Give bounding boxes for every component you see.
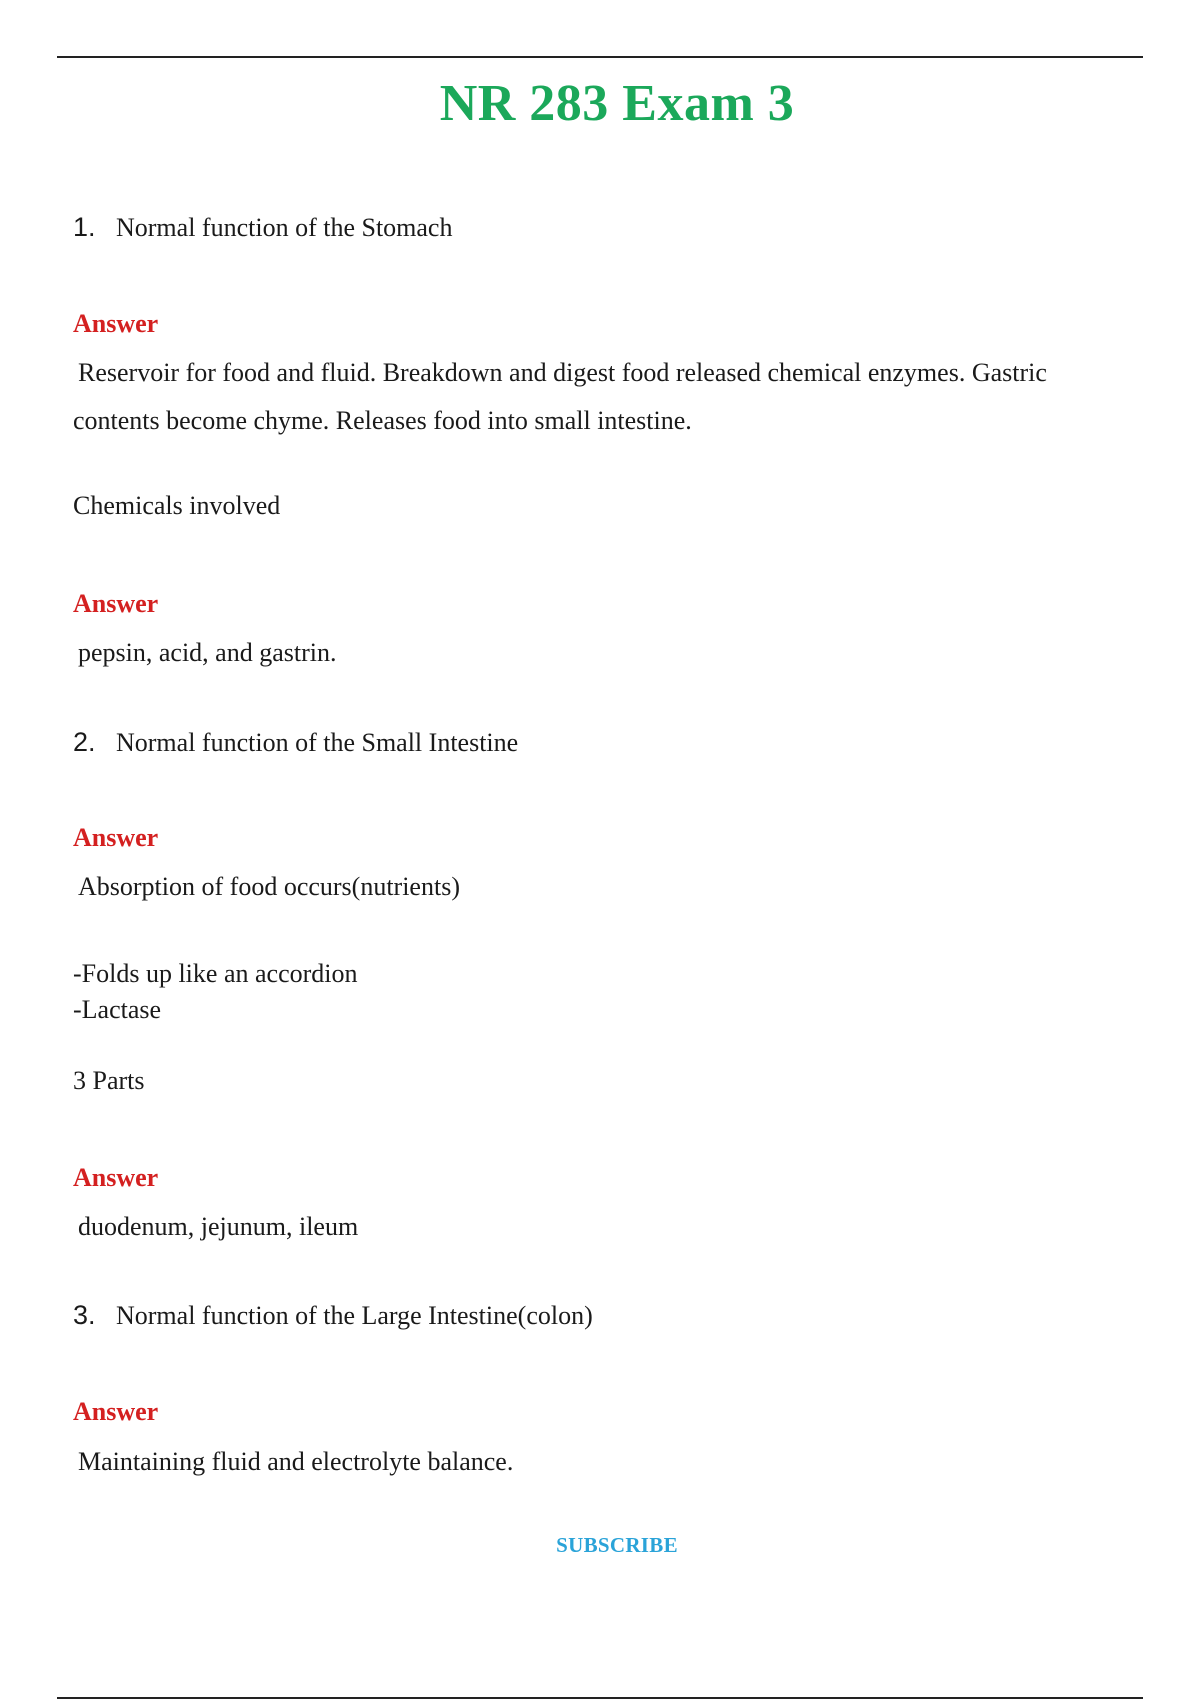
sub-question: Chemicals involved xyxy=(73,491,281,520)
question-2 xyxy=(73,727,518,758)
answer-line-1: Reservoir for food and fluid. Breakdown and digest food released chemical enzymes. Gastric xyxy=(78,358,1047,387)
answer-label: Answer xyxy=(73,309,159,338)
subscribe-link[interactable]: SUBSCRIBE xyxy=(556,1533,678,1557)
question-3 xyxy=(73,1300,593,1331)
question-number: 2. xyxy=(73,727,96,757)
question-text: Normal function of the Large Intestine(colon) xyxy=(116,1301,593,1330)
bottom-rule xyxy=(57,1697,1143,1699)
note-line-2: -Lactase xyxy=(73,995,162,1024)
top-rule xyxy=(57,56,1143,58)
answer-label: Answer xyxy=(73,589,159,618)
answer-text: duodenum, jejunum, ileum xyxy=(78,1212,359,1241)
answer-paragraph xyxy=(73,349,1133,445)
question-1 xyxy=(73,212,452,243)
answer-label: Answer xyxy=(73,1397,159,1426)
page-title: NR 283 Exam 3 xyxy=(439,75,795,132)
answer-text: Maintaining fluid and electrolyte balance. xyxy=(78,1447,514,1476)
answer-text: pepsin, acid, and gastrin. xyxy=(78,638,337,667)
answer-text: Absorption of food occurs(nutrients) xyxy=(78,872,460,901)
answer-label: Answer xyxy=(73,823,159,852)
answer-label: Answer xyxy=(73,1163,159,1192)
answer-line-2: contents become chyme. Releases food into small intestine. xyxy=(73,406,692,435)
question-number: 3. xyxy=(73,1300,96,1330)
question-number: 1. xyxy=(73,212,96,242)
note-line-1: -Folds up like an accordion xyxy=(73,959,358,988)
sub-question: 3 Parts xyxy=(73,1066,145,1095)
question-text: Normal function of the Stomach xyxy=(116,213,453,242)
question-text: Normal function of the Small Intestine xyxy=(116,728,519,757)
